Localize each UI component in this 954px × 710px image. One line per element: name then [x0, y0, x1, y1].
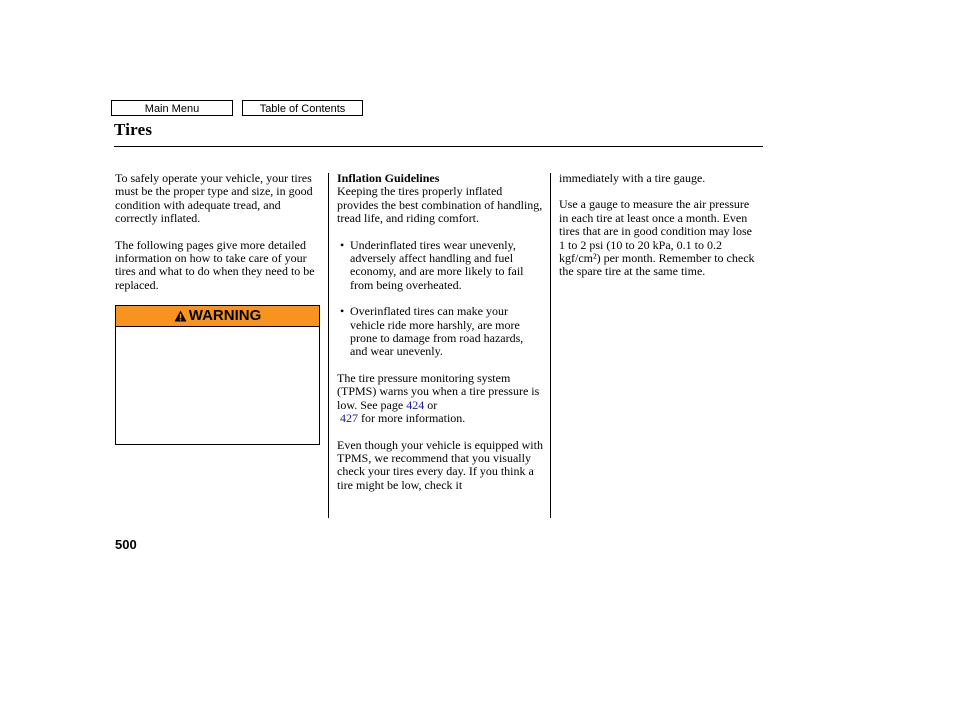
column-middle	[337, 172, 543, 505]
tpms-or-text: or	[424, 397, 438, 412]
column-right	[559, 172, 759, 292]
list-item: • Overinflated tires can make your vehicle ride more harshly, are more prone to damage from road hazards, and wear unevenly.	[337, 305, 543, 359]
intro-paragraph: To safely operate your vehicle, your tires must be the proper type and size, in good condition with adequate tread, and correctly inflated.	[115, 171, 313, 226]
column-divider	[328, 173, 329, 518]
visual-check-paragraph: Even though your vehicle is equipped with TPMS, we recommend that you visually check your tires every day. If you think a tire might be low, check it	[337, 437, 543, 492]
continued-paragraph: immediately with a tire gauge.	[559, 171, 706, 185]
warning-triangle-icon	[174, 310, 187, 322]
table-of-contents-button[interactable]: Table of Contents	[242, 100, 363, 116]
tpms-after-text: for more information.	[358, 411, 466, 426]
warning-box	[115, 305, 320, 445]
inflation-bullet-list	[337, 239, 543, 359]
tpms-paragraph	[337, 372, 543, 426]
section-heading: Inflation Guidelines	[337, 171, 440, 185]
column-left	[115, 172, 320, 305]
page-title: Tires	[114, 120, 153, 139]
page-link-427[interactable]: 427	[340, 411, 358, 426]
column-divider	[550, 173, 551, 518]
gauge-paragraph: Use a gauge to measure the air pressure in each tire at least once a month. Even tires that are in good condition may lose 1 to 2 psi (10 to 20 kPa, 0.1 to 0.2 kgf/cm²) per month. Remember to check the spare tire at the same time.	[559, 197, 755, 279]
warning-header	[116, 306, 319, 327]
inflation-intro: Keeping the tires properly inflated provides the best combination of handling, tread life, and riding comfort.	[337, 184, 543, 226]
tpms-text: The tire pressure monitoring system (TPMS) warns you when a tire pressure is low. See page	[337, 370, 540, 412]
warning-label: WARNING	[188, 307, 262, 324]
title-divider	[114, 146, 763, 147]
main-menu-button[interactable]: Main Menu	[111, 100, 233, 116]
list-item: • Underinflated tires wear unevenly, adversely affect handling and fuel economy, and are more likely to fail from being overheated.	[337, 239, 543, 293]
page-number: 500	[115, 537, 137, 552]
page-link-424[interactable]: 424	[406, 397, 425, 412]
details-paragraph: The following pages give more detailed information on how to take care of your tires and what to do when they need to be replaced.	[115, 237, 315, 292]
